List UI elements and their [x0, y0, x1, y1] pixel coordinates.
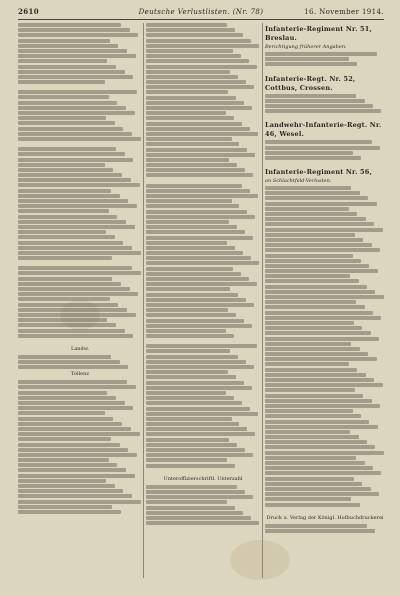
- text-line: [265, 196, 368, 200]
- printer-footer: Druck u. Verlag der Königl. Hofbuchdruckerei: [266, 514, 384, 521]
- text-line: [146, 511, 243, 515]
- text-line: [18, 468, 126, 472]
- text-line: [146, 396, 234, 400]
- text-line: [146, 137, 232, 141]
- text-line: [146, 153, 255, 157]
- text-line: [18, 494, 132, 498]
- text-line: [146, 360, 246, 364]
- text-line: [18, 59, 107, 63]
- text-line: [18, 23, 121, 27]
- text-line: [18, 303, 118, 307]
- text-line: [146, 427, 247, 431]
- text-line: [146, 381, 244, 385]
- text-line: [18, 101, 117, 105]
- text-line: [146, 453, 253, 457]
- text-line: [146, 23, 227, 27]
- text-line: [146, 184, 242, 188]
- text-line: [146, 33, 243, 37]
- text-line: [146, 28, 235, 32]
- text-line: [265, 62, 357, 66]
- text-line: [18, 401, 125, 405]
- text-line: [18, 204, 137, 208]
- text-line: [18, 178, 131, 182]
- text-line: [18, 215, 117, 219]
- text-line: [146, 59, 249, 63]
- column-middle: [146, 23, 260, 583]
- text-line: [265, 305, 365, 309]
- text-line: [265, 425, 378, 429]
- text-line: [265, 274, 350, 278]
- text-line: [146, 194, 258, 198]
- column-right: [265, 23, 385, 583]
- text-line: [146, 495, 253, 499]
- text-line: [18, 500, 141, 504]
- text-line: [18, 318, 107, 322]
- text-line: [18, 406, 133, 410]
- text-line: [18, 230, 106, 234]
- regiment-heading: Infanterie-Regt. Nr. 52, Cottbus, Crossen.: [265, 74, 356, 92]
- section-label: Tollenz: [71, 371, 89, 378]
- column-divider: [143, 23, 144, 578]
- section-label: Landw.: [71, 345, 89, 352]
- text-line: [146, 277, 249, 281]
- text-line: [265, 94, 356, 98]
- text-line: [146, 168, 245, 172]
- text-line: [18, 241, 123, 245]
- text-line: [18, 489, 123, 493]
- text-line: [18, 329, 125, 333]
- text-line: [18, 189, 111, 193]
- text-line: [18, 65, 116, 69]
- text-line: [18, 220, 126, 224]
- text-line: [265, 259, 361, 263]
- text-line: [265, 378, 374, 382]
- text-line: [146, 246, 235, 250]
- text-line: [146, 329, 226, 333]
- text-line: [18, 437, 111, 441]
- text-line: [146, 204, 239, 208]
- text-line: [18, 127, 123, 131]
- text-line: [265, 461, 365, 465]
- text-line: [146, 293, 238, 297]
- text-line: [146, 44, 259, 48]
- text-line: [265, 269, 378, 273]
- text-line: [265, 373, 366, 377]
- text-line: [146, 370, 228, 374]
- text-line: [146, 386, 252, 390]
- text-line: [146, 282, 257, 286]
- text-line: [18, 168, 113, 172]
- text-line: [265, 238, 363, 242]
- header-rule: [18, 19, 384, 20]
- text-line: [18, 80, 105, 84]
- text-line: [146, 516, 251, 520]
- text-line: [265, 347, 360, 351]
- text-line: [18, 225, 135, 229]
- text-line: [265, 383, 383, 387]
- text-line: [146, 308, 228, 312]
- text-line: [146, 401, 242, 405]
- text-line: [18, 448, 128, 452]
- text-line: [265, 316, 381, 320]
- column-left: [18, 23, 142, 583]
- text-line: [146, 101, 244, 105]
- text-line: [18, 396, 116, 400]
- text-line: [265, 497, 351, 501]
- text-line: [146, 96, 236, 100]
- text-line: [265, 300, 356, 304]
- text-line: [146, 49, 233, 53]
- text-line: [18, 463, 117, 467]
- text-line: [265, 146, 380, 150]
- text-line: [18, 277, 112, 281]
- text-line: [18, 70, 125, 74]
- text-line: [265, 222, 374, 226]
- text-line: [146, 521, 259, 525]
- text-line: [18, 474, 135, 478]
- text-line: [265, 202, 377, 206]
- text-line: [146, 485, 237, 489]
- text-line: [18, 266, 132, 270]
- text-line: [265, 430, 350, 434]
- text-line: [146, 199, 232, 203]
- text-line: [265, 311, 373, 315]
- text-line: [18, 282, 121, 286]
- text-line: [18, 334, 133, 338]
- text-line: [18, 432, 140, 436]
- text-line: [146, 148, 247, 152]
- text-line: [265, 420, 369, 424]
- text-line: [18, 505, 112, 509]
- text-line: [146, 298, 246, 302]
- text-line: [146, 70, 230, 74]
- text-line: [146, 506, 235, 510]
- regiment-heading: Infanterie-Regiment Nr. 51, Breslau.: [265, 25, 372, 42]
- text-line: [265, 228, 383, 232]
- text-line: [265, 409, 353, 413]
- text-line: [18, 183, 140, 187]
- text-line: [265, 399, 372, 403]
- text-line: [18, 297, 110, 301]
- text-line: [146, 391, 226, 395]
- text-line: [265, 451, 384, 455]
- text-line: [265, 207, 349, 211]
- text-line: [146, 464, 235, 468]
- text-line: [265, 321, 354, 325]
- text-line: [146, 39, 251, 43]
- text-line: [18, 152, 125, 156]
- text-line: [146, 189, 250, 193]
- text-line: [146, 490, 245, 494]
- text-line: [146, 267, 233, 271]
- text-line: [265, 285, 367, 289]
- text-line: [18, 453, 137, 457]
- text-line: [265, 326, 362, 330]
- text-line: [146, 210, 247, 214]
- text-line: [265, 248, 380, 252]
- text-line: [146, 111, 226, 115]
- text-line: [265, 529, 375, 533]
- text-line: [265, 445, 375, 449]
- text-line: [265, 109, 381, 113]
- section-subheading: Unteroffizierschriftl. Unterzahl: [163, 475, 243, 482]
- text-line: [146, 417, 232, 421]
- text-line: [146, 334, 234, 338]
- text-line: [146, 458, 227, 462]
- text-line: [265, 295, 384, 299]
- text-line: [18, 365, 128, 369]
- text-line: [265, 388, 355, 392]
- text-line: [265, 471, 381, 475]
- text-line: [18, 417, 113, 421]
- text-line: [265, 492, 379, 496]
- text-line: [265, 140, 372, 144]
- text-line: [146, 313, 236, 317]
- text-line: [146, 432, 255, 436]
- text-line: [146, 65, 257, 69]
- regiment-heading: Landwehr-Infanterie-Regt. Nr. 46, Wesel.: [265, 121, 382, 139]
- text-line: [18, 75, 133, 79]
- text-line: [146, 422, 239, 426]
- text-line: [146, 220, 229, 224]
- text-line: [265, 404, 380, 408]
- text-line: [265, 466, 373, 470]
- text-line: [146, 324, 252, 328]
- text-line: [18, 49, 127, 53]
- text-line: [18, 458, 109, 462]
- text-line: [265, 435, 359, 439]
- text-line: [146, 163, 237, 167]
- text-line: [18, 173, 122, 177]
- text-line: [265, 456, 356, 460]
- text-line: [146, 158, 229, 162]
- text-line: [18, 391, 107, 395]
- text-line: [265, 362, 349, 366]
- text-line: [146, 241, 227, 245]
- text-line: [146, 85, 254, 89]
- text-line: [146, 438, 229, 442]
- text-line: [265, 57, 349, 61]
- text-line: [146, 80, 246, 84]
- text-line: [18, 479, 106, 483]
- text-line: [18, 28, 130, 32]
- text-line: [18, 90, 137, 94]
- text-line: [265, 217, 366, 221]
- text-line: [18, 484, 115, 488]
- text-line: [265, 331, 371, 335]
- text-line: [146, 127, 250, 131]
- text-line: [18, 385, 136, 389]
- text-line: [18, 292, 138, 296]
- text-line: [146, 443, 237, 447]
- text-line: [18, 235, 115, 239]
- text-line: [18, 95, 109, 99]
- text-line: [265, 233, 355, 237]
- text-line: [18, 137, 141, 141]
- text-line: [146, 116, 234, 120]
- text-line: [265, 254, 353, 258]
- text-line: [18, 158, 133, 162]
- text-line: [265, 352, 368, 356]
- text-line: [265, 368, 357, 372]
- page-title: Deutsche Verlustlisten. (Nr. 78): [138, 8, 264, 16]
- text-line: [146, 319, 244, 323]
- text-line: [146, 173, 253, 177]
- text-line: [18, 411, 105, 415]
- text-line: [18, 44, 118, 48]
- text-line: [146, 375, 236, 379]
- text-line: [146, 256, 251, 260]
- text-line: [265, 186, 351, 190]
- text-line: [265, 243, 372, 247]
- text-line: [146, 261, 259, 265]
- text-line: [146, 75, 238, 79]
- text-line: [18, 323, 116, 327]
- text-line: [146, 407, 250, 411]
- text-line: [265, 156, 361, 160]
- text-line: [265, 191, 360, 195]
- text-line: [18, 116, 106, 120]
- text-line: [18, 54, 136, 58]
- text-line: [265, 290, 375, 294]
- page-date: 16. November 1914.: [304, 8, 384, 16]
- text-line: [265, 52, 377, 56]
- text-line: [18, 443, 120, 447]
- text-line: [265, 279, 359, 283]
- text-line: [146, 287, 230, 291]
- text-line: [18, 39, 110, 43]
- text-line: [265, 524, 367, 528]
- text-line: [146, 349, 230, 353]
- text-line: [146, 106, 252, 110]
- text-line: [18, 422, 122, 426]
- page-header: [18, 6, 384, 18]
- text-line: [18, 111, 135, 115]
- text-line: [265, 357, 377, 361]
- text-line: [265, 104, 373, 108]
- text-line: [146, 132, 258, 136]
- text-line: [146, 355, 238, 359]
- text-line: [18, 380, 127, 384]
- text-line: [265, 440, 367, 444]
- text-line: [146, 412, 258, 416]
- text-line: [265, 477, 354, 481]
- text-line: [18, 251, 141, 255]
- text-line: [146, 142, 239, 146]
- text-line: [18, 308, 127, 312]
- text-line: [18, 313, 136, 317]
- text-line: [146, 215, 255, 219]
- text-line: [18, 271, 141, 275]
- text-line: [18, 209, 109, 213]
- text-line: [146, 344, 257, 348]
- text-line: [18, 147, 116, 151]
- text-line: [18, 427, 131, 431]
- text-line: [146, 90, 228, 94]
- text-line: [146, 251, 243, 255]
- text-line: [146, 54, 241, 58]
- text-line: [146, 448, 245, 452]
- text-line: [265, 482, 362, 486]
- text-line: [146, 500, 227, 504]
- text-line: [18, 510, 121, 514]
- text-line: [265, 264, 369, 268]
- text-line: [18, 256, 112, 260]
- regiment-subheading: Berichtigung früherer Angaben.: [265, 44, 347, 50]
- text-line: [18, 194, 120, 198]
- text-line: [146, 225, 237, 229]
- text-line: [146, 365, 254, 369]
- text-line: [265, 99, 365, 103]
- regiment-heading: Infanterie-Regiment Nr. 56,: [265, 168, 372, 177]
- text-line: [146, 122, 242, 126]
- text-line: [18, 132, 132, 136]
- text-line: [18, 121, 115, 125]
- text-line: [265, 394, 363, 398]
- text-line: [18, 355, 111, 359]
- text-line: [265, 151, 353, 155]
- text-line: [18, 199, 128, 203]
- text-line: [265, 212, 357, 216]
- text-line: [146, 236, 253, 240]
- text-line: [265, 414, 361, 418]
- text-line: [146, 272, 241, 276]
- text-line: [18, 33, 138, 37]
- text-line: [265, 342, 351, 346]
- column-divider: [262, 23, 263, 578]
- text-line: [18, 163, 105, 167]
- text-line: [18, 246, 132, 250]
- regiment-subheading: an Schlachtfeld-Verlusten.: [265, 178, 332, 185]
- text-line: [265, 337, 379, 341]
- text-line: [18, 106, 126, 110]
- text-line: [265, 487, 371, 491]
- text-line: [146, 303, 254, 307]
- page-number: 2610: [18, 7, 40, 16]
- text-line: [18, 287, 130, 291]
- text-line: [18, 360, 120, 364]
- text-line: [146, 230, 245, 234]
- text-line: [265, 503, 360, 507]
